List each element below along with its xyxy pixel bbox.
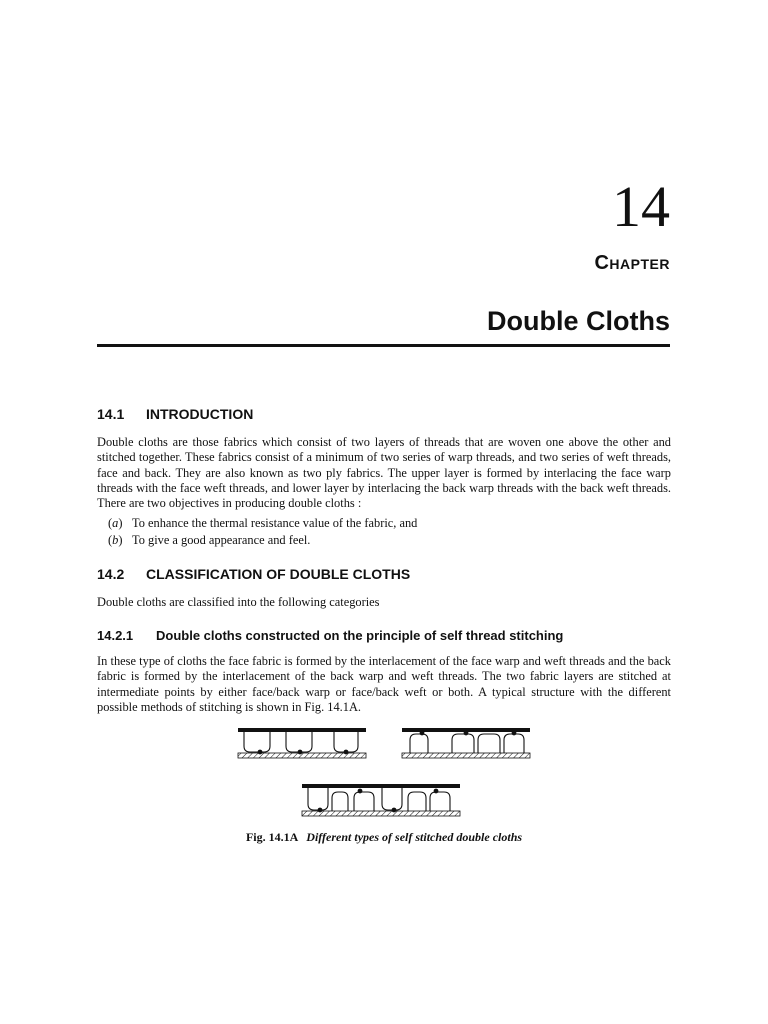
classification-paragraph: Double cloths are classified into the following categories [97, 595, 380, 609]
figure-caption-text: Different types of self stitched double cloths [306, 830, 523, 844]
self-stitch-paragraph: In these type of cloths the face fabric is formed by the interlacement of the face warp and weft threads and the back fabric is formed by the interlacement of the back warp and weft threads. The two fabric layers are stitched at intermediate points by either face/back warp or face/back weft or both. A typical structure with the different possible methods of stitching is shown in Fig. 14.1A. [97, 654, 671, 714]
chapter-number: 14 [612, 174, 670, 239]
list-marker: b [112, 533, 119, 547]
section-heading-classification [97, 566, 410, 582]
stitch-diagram-3 [298, 780, 462, 822]
list-item-text: To enhance the thermal resistance value of the fabric, and [132, 516, 418, 530]
section-title: CLASSIFICATION OF DOUBLE CLOTHS [146, 566, 411, 582]
subsection-number: 14.2.1 [97, 628, 134, 643]
subsection-heading-self-stitch [97, 628, 563, 643]
subsection-title: Double cloths constructed on the principle of self thread stitching [156, 628, 564, 643]
figure-label: Fig. 14.1A [245, 830, 299, 844]
section-title: INTRODUCTION [146, 406, 254, 422]
section-heading-intro [97, 406, 253, 422]
title-rule [97, 344, 670, 347]
chapter-label: Chapter [594, 252, 670, 274]
list-item: (b) To give a good appearance and feel. [108, 533, 311, 547]
list-item-text: To give a good appearance and feel. [132, 533, 311, 547]
stitch-diagram-1 [236, 724, 370, 764]
section-number: 14.1 [97, 406, 125, 422]
intro-paragraph: Double cloths are those fabrics which consist of two layers of threads that are woven one above the other and stitched together. These fabrics consist of a minimum of two series of warp threads, and two series of weft threads, face and back. They are also known as two ply fabrics. The upper layer is formed by interlacing the face warp threads with the face weft threads, and lower layer by interlacing the back warp threads with the back weft threads. There are two objectives in producing double cloths : [97, 435, 671, 511]
chapter-title: Double Cloths [487, 306, 670, 336]
list-marker: a [112, 516, 119, 530]
stitch-diagram-2 [400, 724, 534, 764]
section-number: 14.2 [97, 566, 125, 582]
list-item: (a) To enhance the thermal resistance value of the fabric, and [108, 516, 418, 530]
figure-caption [0, 830, 768, 845]
